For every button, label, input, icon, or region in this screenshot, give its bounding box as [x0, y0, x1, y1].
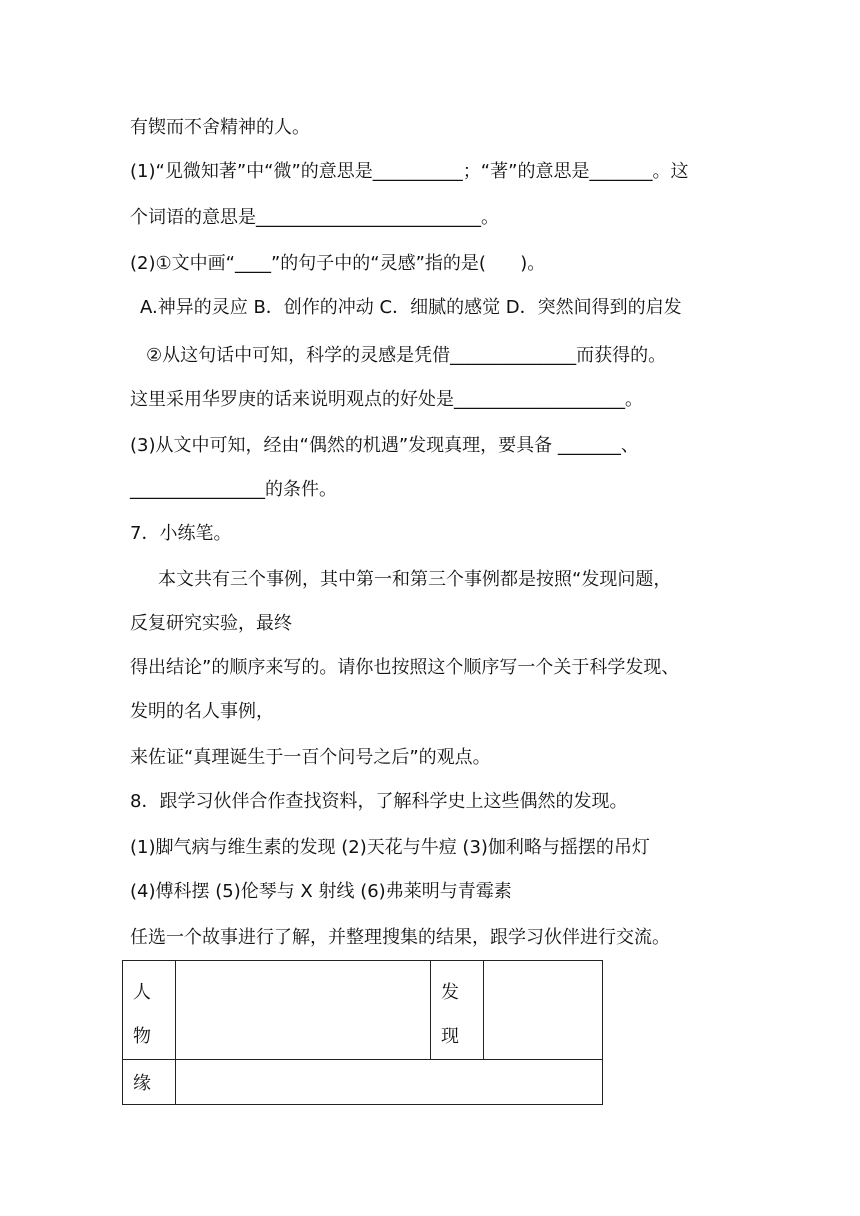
text-line-7: 这里采用华罗庚的话来说明观点的好处是___________________。 — [130, 389, 643, 410]
text-line-5: A.神异的灵应 B．创作的冲动 C．细腻的感觉 D．突然间得到的启发 — [140, 297, 682, 318]
text-line-18: (4)傅科摆 (5)伦琴与 X 射线 (6)弗莱明与青霉素 — [130, 881, 512, 902]
table-cell-text: 发 现 — [441, 982, 459, 1047]
text-line-6: ②从这句话中可知，科学的灵感是凭借______________而获得的。 — [146, 345, 667, 366]
table-cell — [431, 961, 484, 1060]
text-line-13: 得出结论”的顺序来写的。请你也按照这个顺序写一个关于科学发现、 — [130, 657, 680, 678]
table-row — [123, 961, 603, 1060]
text-line-14: 发明的名人事例， — [130, 701, 274, 722]
text-line-19: 任选一个故事进行了解，并整理搜集的结果，跟学习伙伴进行交流。 — [130, 927, 670, 948]
text-line-8: (3)从文中可知，经由“偶然的机遇”发现真理，要具备 _______、 — [130, 435, 639, 456]
text-line-10: 7．小练笔。 — [130, 523, 232, 544]
info-table — [122, 960, 603, 1105]
text-line-16: 8．跟学习伙伴合作查找资料，了解科学史上这些偶然的发现。 — [130, 791, 628, 812]
table-cell — [123, 961, 176, 1060]
text-line-2: (1)“见微知著”中“微”的意思是__________；“著”的意思是_______。这 — [130, 161, 689, 182]
text-line-11: 本文共有三个事例，其中第一和第三个事例都是按照“发现问题， — [158, 569, 672, 590]
text-line-3: 个词语的意思是_________________________。 — [130, 207, 499, 228]
table-row — [123, 1060, 603, 1105]
table-cell-text: 人 物 — [133, 982, 151, 1047]
table-cell-empty[interactable] — [176, 961, 431, 1060]
table-cell — [123, 1060, 176, 1105]
text-line-9: _______________的条件。 — [130, 479, 337, 500]
table-cell-text: 缘 — [133, 1073, 151, 1094]
text-line-17: (1)脚气病与维生素的发现 (2)天花与牛痘 (3)伽利略与摇摆的吊灯 — [130, 837, 650, 858]
text-line-1: 有锲而不舍精神的人。 — [130, 117, 310, 138]
table-cell-empty[interactable] — [484, 961, 603, 1060]
text-line-4: (2)①文中画“____”的句子中的“灵感”指的是( )。 — [130, 253, 546, 274]
text-line-15: 来佐证“真理诞生于一百个问号之后”的观点。 — [130, 747, 491, 768]
text-line-12: 反复研究实验，最终 — [130, 613, 292, 634]
table-cell-empty[interactable] — [176, 1060, 603, 1105]
